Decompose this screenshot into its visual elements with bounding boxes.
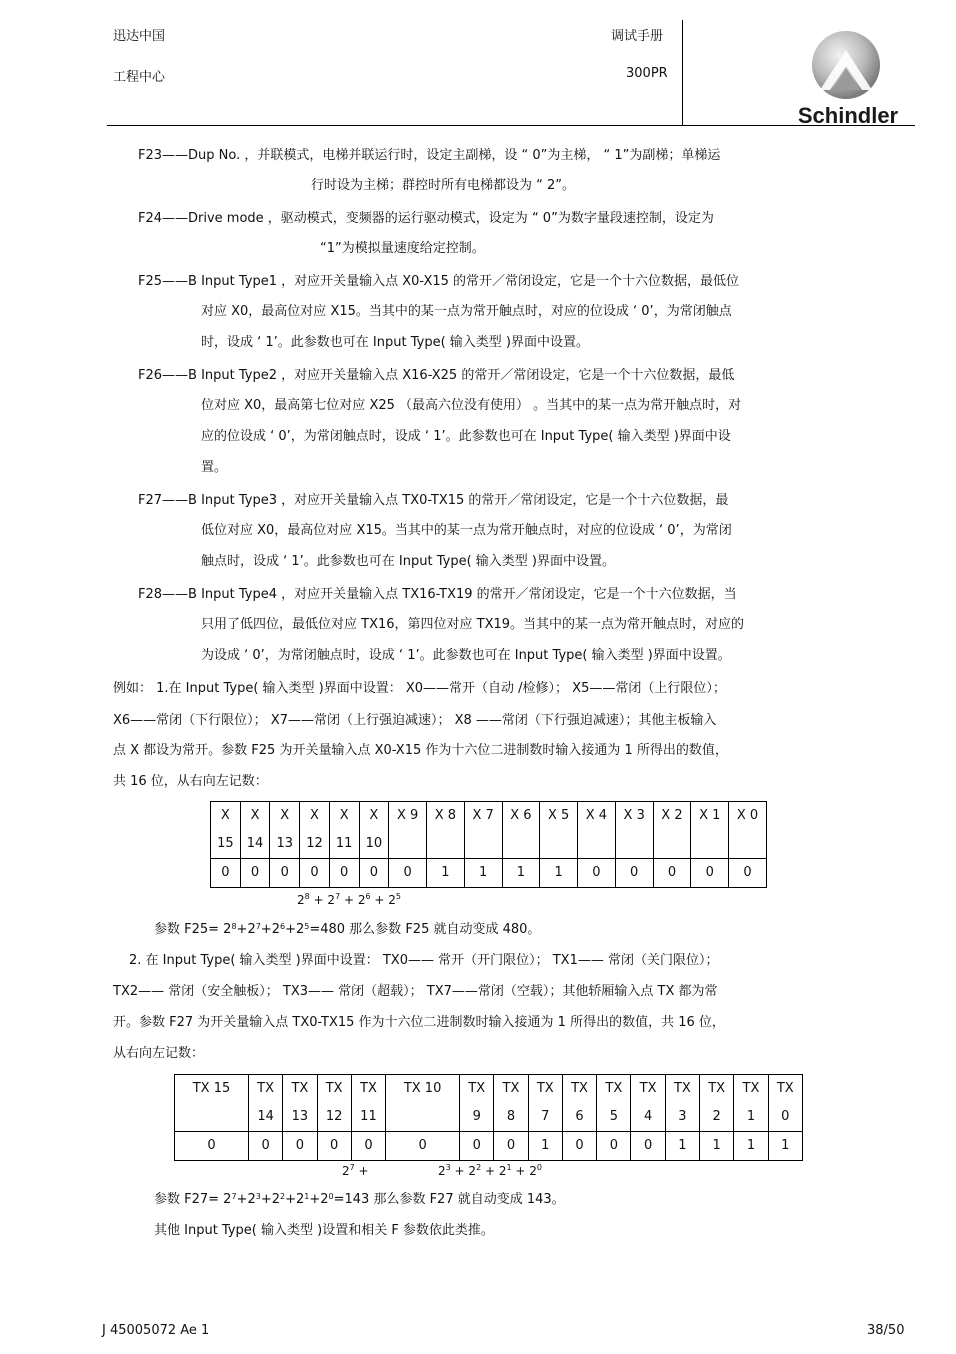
bit-header-index [465,830,502,858]
bit-header-label: X 8 [434,808,457,823]
bit-header-cell [464,802,502,859]
bit-header-index [386,1103,459,1131]
bit-header-cell [528,1075,562,1132]
bit-header-label: X [339,808,349,823]
bit-header-index: 6 [575,1109,584,1124]
bit-value-cell: 0 [631,1132,665,1161]
bit-header-label: X [250,808,260,823]
bit-header-cell [734,1075,768,1132]
bit-header-index: 10 [365,836,383,851]
f28-line3: 为设成 ‘ 0’，为常闭触点时，设成 ‘ 1’。此参数也可在 Input Type( 输入类型 )界面中设置。 [201,648,731,663]
bit-value-cell: 0 [270,859,300,888]
bit-header-index: 12 [325,1109,343,1124]
formula1-result: 参数 $F25= 2^8+2^7+2^6+2^5=480$ 那么参数 F25 就自动变成 480。 [154,922,541,937]
bit-header-index: 13 [276,836,294,851]
bit-header-label: TX [742,1081,760,1096]
bit-header-index: 13 [291,1109,309,1124]
bit-value-cell: 0 [386,1132,460,1161]
bit-header-cell [270,802,300,859]
bit-header-cell [300,802,330,859]
doc-type: 调试手册 [611,29,664,44]
bit-header-index: 1 [746,1109,756,1124]
bit-header-label: TX [325,1081,343,1096]
bit-value-cell: 0 [248,1132,282,1161]
bit-header-index: 15 [217,836,234,851]
bit-value-cell: 1 [528,1132,562,1161]
bit-header-index: 9 [472,1109,481,1124]
bit-header-cell [615,802,653,859]
bit-header-index [654,830,691,858]
bit-header-cell [317,1075,351,1132]
f23-line2: 行时设为主梯；群控时所有电梯都设为 “ 2”。 [311,178,576,193]
bit-value-cell: 0 [494,1132,528,1161]
bit-header-index [540,830,577,858]
schindler-logo [790,28,908,128]
bit-value-cell: 0 [351,1132,385,1161]
bit-value-cell: 0 [240,859,270,888]
example1-line2: X6——常闭（下行限位）； X7——常闭（上行强迫减速）； X8 ——常闭（下行强迫减速）；其他主板输入 [113,713,717,728]
bit-header-cell [283,1075,317,1132]
bit-value-cell: 1 [734,1132,768,1161]
brand-wordmark: Schindler [797,103,899,128]
bit-header-index: 8 [506,1109,516,1124]
example2-line3: 开。参数 F27 为开关量输入点 TX0-TX15 作为十六位二进制数时输入接通为 1 所得出的数值，共 16 位， [113,1015,725,1030]
bit-header-index [729,830,766,858]
bit-header-label: TX 15 [192,1081,231,1096]
bit-header-label: TX [639,1081,657,1096]
bit-value-cell: 1 [426,859,464,888]
bit-value-cell: 0 [317,1132,351,1161]
bit-header-cell [631,1075,665,1132]
bit-header-cell [175,1075,249,1132]
bit-header-index [175,1103,248,1131]
bit-header-label: X 7 [472,808,494,823]
bit-value-cell: 0 [691,859,729,888]
bit-header-cell [240,802,270,859]
model-number: 300PR [626,66,668,81]
f23-line1: F23——Dup No. ，并联模式，电梯并联运行时，设定主副梯，设 “ 0”为主梯， “ 1”为副梯；单梯运 [138,148,721,163]
bit-header-index [578,830,615,858]
bit-value-cell: 0 [359,859,389,888]
page-number: 38/50 [867,1323,905,1338]
bit-header-cell [494,1075,528,1132]
bit-header-label: TX [468,1081,486,1096]
bit-header-index: 14 [246,836,264,851]
bit-value-cell: 1 [464,859,502,888]
bit-value-cell: 1 [665,1132,699,1161]
bit-header-index [616,830,653,858]
bit-header-cell [329,802,359,859]
bit-value-cell: 0 [729,859,767,888]
example2-line1: 2. 在 Input Type( 输入类型 )界面中设置： TX0—— 常开（开门限位）； TX1—— 常闭（关门限位）； [129,953,719,968]
f24-line2: “1”为模拟量速度给定控制。 [320,241,485,256]
bit-header-cell [691,802,729,859]
bit-header-label: X 6 [510,808,532,823]
f27-line3: 触点时，设成 ‘ 1’。此参数也可在 Input Type( 输入类型 )界面中设置。 [201,554,615,569]
f26-line3: 应的位设成 ‘ 0’，为常闭触点时，设成 ‘ 1’。此参数也可在 Input Type( 输入类型 )界面中设 [201,429,731,444]
bit-value-cell: 0 [597,1132,631,1161]
f27-line1: F27——B Input Type3 ，对应开关量输入点 TX0-TX15 的常开／常闭设定，它是一个十六位数据，最 [138,493,729,508]
f26-line4: 置。 [201,460,228,475]
bit-header-label: TX [605,1081,623,1096]
bit-header-index: 12 [306,836,323,851]
bit-header-label: TX [291,1081,309,1096]
f26-line1: F26——B Input Type2 ，对应开关量输入点 X16-X25 的常开／常闭设定，它是一个十六位数据，最低 [138,368,735,383]
bit-header-cell [389,802,427,859]
bit-header-cell [351,1075,385,1132]
bit-header-index: 2 [712,1109,721,1124]
bit-header-cell [248,1075,282,1132]
bit-header-index: 5 [609,1109,618,1124]
bit-header-cell [562,1075,596,1132]
bit-value-cell: 1 [700,1132,734,1161]
bit-value-cell: 0 [211,859,241,888]
bit-header-index [389,830,426,858]
formula2-powers-left: $2^7$ + [342,1163,369,1178]
bit-header-cell [426,802,464,859]
f25-line3: 时，设成 ‘ 1’。此参数也可在 Input Type( 输入类型 )界面中设置。 [201,335,589,350]
bit-header-label: TX [360,1081,377,1096]
bit-header-label: X 3 [623,808,645,823]
f26-line2: 位对应 X0，最高第七位对应 X25 （最高六位没有使用） 。当其中的某一点为常开触点时，对 [201,398,742,413]
bit-header-index [503,830,540,858]
example1-line1: 例如： 1.在 Input Type( 输入类型 )界面中设置： X0——常开（自动 /检修）； X5——常闭（上行限位）； [113,681,726,696]
bit-header-cell [359,802,389,859]
bit-header-cell [540,802,578,859]
bit-header-label: TX [673,1081,691,1096]
example1-line4: 共 16 位，从右向左记数： [113,774,268,789]
bit-value-cell: 0 [562,1132,596,1161]
bit-header-index: 3 [678,1109,687,1124]
f25-line1: F25——B Input Type1 ，对应开关量输入点 X0-X15 的常开／常闭设定，它是一个十六位数据，最低位 [138,274,740,289]
bit-header-index: 11 [360,1109,377,1124]
bit-value-cell: 0 [283,1132,317,1161]
f27-line2: 低位对应 X0，最高位对应 X15。当其中的某一点为常开触点时，对应的位设成 ‘ 0’，为常闭 [201,523,732,538]
bit-value-cell: 0 [329,859,359,888]
logo-emblem-icon [790,28,908,128]
bit-header-label: X 4 [585,808,608,823]
bit-value-cell: 1 [768,1132,802,1161]
bit-header-cell [700,1075,734,1132]
bit-header-cell [665,1075,699,1132]
bit-header-label: TX [502,1081,520,1096]
header-divider [682,20,683,125]
bit-header-label: TX [571,1081,588,1096]
bit-header-label: X 9 [396,808,419,823]
bit-header-cell [211,802,241,859]
bit-header-label: X 1 [699,808,721,823]
bit-header-index: 0 [781,1109,790,1124]
doc-number: J 45005072 Ae 1 [102,1323,210,1338]
bit-header-label: TX [536,1081,554,1096]
bit-header-label: TX 10 [403,1081,442,1096]
bit-value-cell: 1 [502,859,540,888]
bit-value-cell: 0 [653,859,691,888]
bit-header-cell [729,802,767,859]
formula2-result: 参数 $F27= 2^7+2^3+2^2+2^1+2^0=143$ 那么参数 F27 就自动变成 143。 [154,1192,565,1207]
formula2-powers-right: $2^3 + 2^2 + 2^1 + 2^0$ [438,1163,542,1178]
bit-header-cell [653,802,691,859]
bit-header-index: 11 [335,836,353,851]
example2-line2: TX2—— 常闭（安全触板）； TX3—— 常闭（超载）； TX7——常闭（空载）；其他轿厢输入点 TX 都为常 [113,984,718,999]
bit-header-index [427,830,464,858]
bit-value-cell: 0 [578,859,616,888]
bit-value-cell: 0 [300,859,330,888]
closing-note: 其他 Input Type( 输入类型 )设置和相关 F 参数依此类推。 [154,1223,494,1238]
bit-header-label: X [220,808,230,823]
bit-header-cell [597,1075,631,1132]
bit-header-cell [578,802,616,859]
company-name: 迅达中国 [113,29,166,44]
bit-header-cell [460,1075,494,1132]
f25-line2: 对应 X0，最高位对应 X15。当其中的某一点为常开触点时，对应的位设成 ‘ 0’，为常闭触点 [201,304,732,319]
bit-header-cell [768,1075,802,1132]
formula1-powers: $2^8 + 2^7 + 2^6 + 2^5$ [297,892,401,907]
department-name: 工程中心 [113,70,166,85]
bit-header-label: TX [708,1081,726,1096]
f24-line1: F24——Drive mode ，驱动模式，变频器的运行驱动模式，设定为 “ 0”为数字量段速控制，设定为 [138,211,714,226]
bit-value-cell: 0 [389,859,427,888]
input-bits-table-x [210,801,767,888]
bit-header-index: 4 [643,1109,653,1124]
bit-header-index [691,830,728,858]
bit-header-index: 7 [541,1109,550,1124]
input-bits-table-tx [174,1074,803,1161]
example2-line4: 从右向左记数： [113,1046,205,1061]
bit-header-label: X 2 [661,808,683,823]
bit-value-cell: 0 [460,1132,494,1161]
bit-value-cell: 0 [615,859,653,888]
f28-line2: 只用了低四位，最低位对应 TX16，第四位对应 TX19。当其中的某一点为常开触点时，对应的 [201,617,745,632]
f28-line1: F28——B Input Type4 ，对应开关量输入点 TX16-TX19 的常开／常闭设定，它是一个十六位数据，当 [138,587,737,602]
bit-header-label: X 0 [736,808,759,823]
bit-header-label: TX [776,1081,794,1096]
example1-line3: 点 X 都设为常开。参数 F25 为开关量输入点 X0-X15 作为十六位二进制数时输入接通为 1 所得出的数值， [113,743,728,758]
bit-header-index: 14 [257,1109,274,1124]
bit-value-cell: 1 [540,859,578,888]
bit-header-label: X [310,808,319,823]
bit-header-label: TX [257,1081,275,1096]
bit-header-label: X [369,808,379,823]
bit-header-cell [502,802,540,859]
bit-header-label: X 5 [548,808,570,823]
bit-value-cell: 0 [175,1132,249,1161]
bit-header-label: X [280,808,290,823]
bit-header-cell [386,1075,460,1132]
